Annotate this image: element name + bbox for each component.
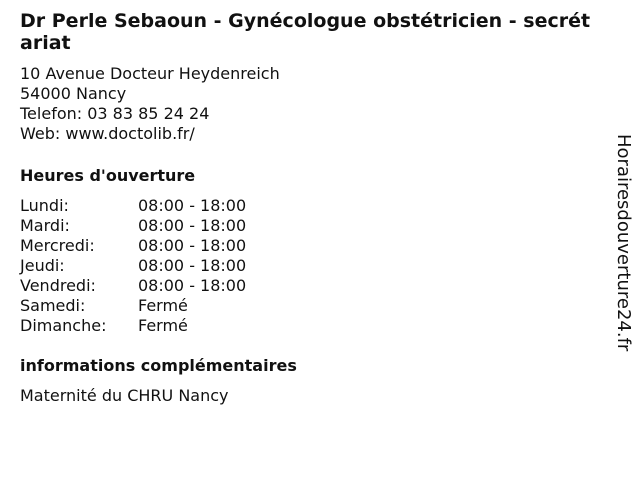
hours-heading: Heures d'ouverture bbox=[20, 166, 196, 185]
hours-row-friday bbox=[20, 276, 600, 296]
day-label: Lundi: bbox=[20, 196, 69, 215]
hours-row-wednesday bbox=[20, 236, 600, 256]
time-value: 08:00 - 18:00 bbox=[138, 216, 247, 235]
day-label: Dimanche: bbox=[20, 316, 107, 335]
time-value: Fermé bbox=[138, 296, 188, 315]
street-address: 10 Avenue Docteur Heydenreich bbox=[20, 64, 280, 83]
day-label: Vendredi: bbox=[20, 276, 96, 295]
city-address: 54000 Nancy bbox=[20, 84, 127, 103]
time-value: 08:00 - 18:00 bbox=[138, 276, 247, 295]
time-value: 08:00 - 18:00 bbox=[138, 256, 247, 275]
phone-number: Telefon: 03 83 85 24 24 bbox=[20, 104, 210, 123]
address-block bbox=[20, 64, 600, 144]
business-card bbox=[20, 10, 600, 406]
time-value: 08:00 - 18:00 bbox=[138, 196, 247, 215]
day-label: Mardi: bbox=[20, 216, 70, 235]
day-label: Mercredi: bbox=[20, 236, 95, 255]
time-value: Fermé bbox=[138, 316, 188, 335]
info-heading: informations complémentaires bbox=[20, 356, 297, 375]
hours-table bbox=[20, 196, 600, 336]
info-text: Maternité du CHRU Nancy bbox=[20, 386, 229, 405]
day-label: Samedi: bbox=[20, 296, 86, 315]
hours-row-saturday bbox=[20, 296, 600, 316]
hours-row-sunday bbox=[20, 316, 600, 336]
hours-row-monday bbox=[20, 196, 600, 216]
website-link[interactable]: Web: www.doctolib.fr/ bbox=[20, 124, 195, 143]
hours-row-thursday bbox=[20, 256, 600, 276]
hours-row-tuesday bbox=[20, 216, 600, 236]
time-value: 08:00 - 18:00 bbox=[138, 236, 247, 255]
page-title: Dr Perle Sebaoun - Gynécologue obstétricien - secrétariat bbox=[20, 10, 591, 54]
day-label: Jeudi: bbox=[20, 256, 65, 275]
brand-watermark: Horairesdouverture24.fr bbox=[613, 134, 634, 352]
